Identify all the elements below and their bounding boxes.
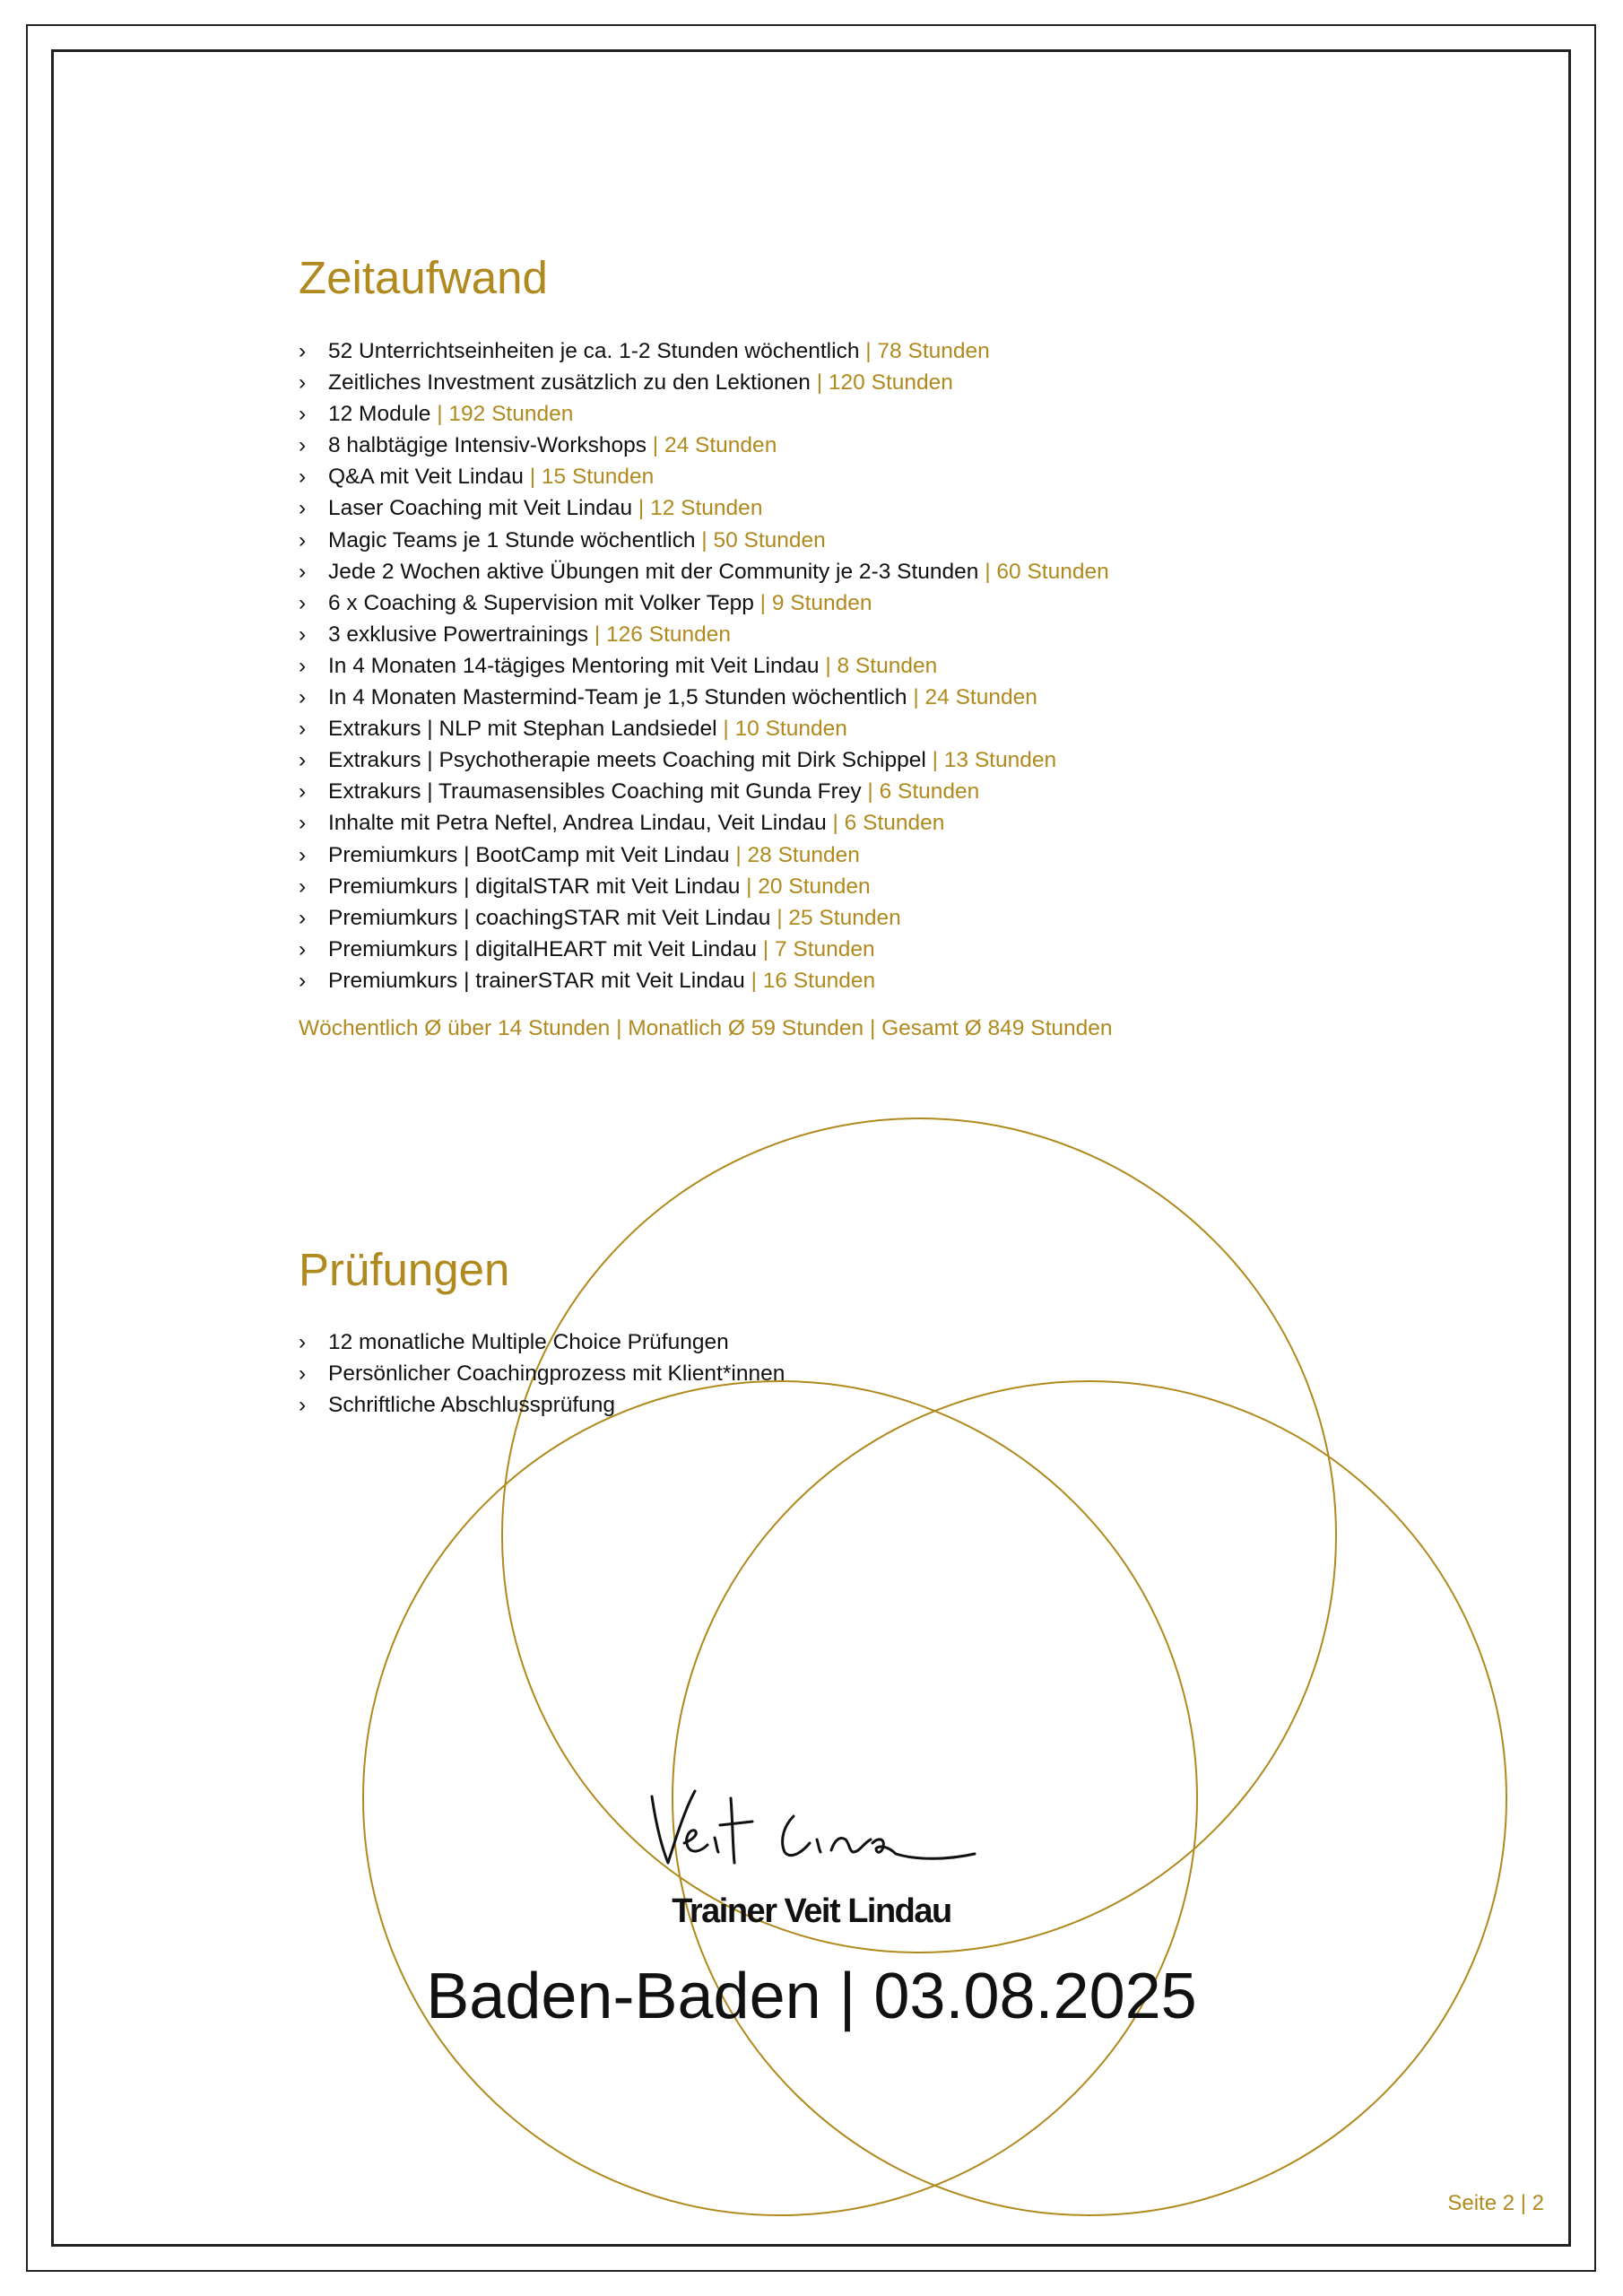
bullet-chevron-icon: › (299, 748, 307, 773)
item-text: Magic Teams je 1 Stunde wöchentlich (328, 527, 696, 552)
item-hours: | 60 Stunden (978, 559, 1109, 584)
item-text: 52 Unterrichtseinheiten je ca. 1-2 Stunden wöchentlich (328, 339, 860, 363)
item-text: Premiumkurs | digitalHEART mit Veit Lindau (328, 936, 757, 961)
item-hours: | 6 Stunden (826, 811, 945, 836)
item-hours: | 12 Stunden (632, 496, 763, 521)
item-hours: | 15 Stunden (523, 465, 655, 490)
item-text: Extrakurs | Traumasensibles Coaching mit Gunda Frey (328, 779, 862, 804)
item-hours: | 8 Stunden (819, 653, 938, 678)
bullet-chevron-icon: › (299, 968, 307, 993)
item-hours: | 9 Stunden (753, 590, 872, 615)
place-and-date: Baden-Baden | 03.08.2025 (426, 1961, 1197, 2032)
bullet-chevron-icon: › (299, 936, 307, 961)
item-hours: | 10 Stunden (716, 717, 847, 742)
bullet-chevron-icon: › (299, 685, 307, 710)
pruefungen-item (299, 1326, 785, 1358)
item-text: Q&A mit Veit Lindau (328, 465, 524, 490)
bullet-chevron-icon: › (299, 559, 307, 584)
pruefungen-item (299, 1389, 785, 1421)
pruefungen-list (299, 1326, 785, 1421)
item-text: 3 exklusive Powertrainings (328, 622, 589, 647)
bullet-chevron-icon: › (299, 527, 307, 552)
item-hours: | 25 Stunden (770, 905, 901, 930)
item-hours: | 78 Stunden (859, 339, 990, 363)
item-text: Extrakurs | Psychotherapie meets Coaching mit Dirk Schippel (328, 748, 926, 773)
zeitaufwand-item (299, 902, 1109, 934)
bullet-chevron-icon: › (299, 717, 307, 742)
item-text: Laser Coaching mit Veit Lindau (328, 496, 633, 521)
item-text: 12 Module (328, 402, 431, 427)
bullet-chevron-icon: › (299, 339, 307, 363)
zeitaufwand-item (299, 492, 1109, 524)
bullet-chevron-icon: › (299, 779, 307, 804)
zeitaufwand-item (299, 839, 1109, 871)
zeitaufwand-item (299, 871, 1109, 902)
item-hours: | 50 Stunden (695, 527, 826, 552)
signature-image (641, 1780, 982, 1879)
item-hours: | 120 Stunden (810, 370, 953, 396)
zeitaufwand-item (299, 934, 1109, 965)
zeitaufwand-list (299, 335, 1109, 996)
bullet-chevron-icon: › (299, 874, 307, 899)
bullet-chevron-icon: › (299, 370, 307, 396)
item-text: 8 halbtägige Intensiv-Workshops (328, 433, 647, 458)
item-text: Premiumkurs | BootCamp mit Veit Lindau (328, 842, 730, 867)
zeitaufwand-item (299, 744, 1109, 776)
item-hours: | 20 Stunden (740, 874, 871, 899)
zeitaufwand-item (299, 682, 1109, 713)
zeitaufwand-item (299, 461, 1109, 492)
item-text: Premiumkurs | trainerSTAR mit Veit Lindau (328, 968, 745, 993)
item-text: Schriftliche Abschlussprüfung (328, 1393, 616, 1418)
item-text: Extrakurs | NLP mit Stephan Landsiedel (328, 717, 717, 742)
bullet-chevron-icon: › (299, 465, 307, 490)
zeitaufwand-item (299, 650, 1109, 682)
item-text: In 4 Monaten 14-tägiges Mentoring mit Veit Lindau (328, 653, 820, 678)
item-text: Jede 2 Wochen aktive Übungen mit der Community je 2-3 Stunden (328, 559, 979, 584)
item-hours: | 7 Stunden (756, 936, 875, 961)
bullet-chevron-icon: › (299, 433, 307, 458)
zeitaufwand-title: Zeitaufwand (299, 252, 548, 303)
zeitaufwand-item (299, 713, 1109, 744)
item-text: 12 monatliche Multiple Choice Prüfungen (328, 1330, 729, 1354)
zeitaufwand-item (299, 807, 1109, 839)
zeitaufwand-item (299, 367, 1109, 398)
bullet-chevron-icon: › (299, 842, 307, 867)
zeitaufwand-item (299, 587, 1109, 619)
bullet-chevron-icon: › (299, 905, 307, 930)
item-text: Premiumkurs | digitalSTAR mit Veit Lindau (328, 874, 741, 899)
bullet-chevron-icon: › (299, 811, 307, 836)
item-text: Premiumkurs | coachingSTAR mit Veit Lindau (328, 905, 771, 930)
item-text: Persönlicher Coachingprozess mit Klient*innen (328, 1361, 785, 1387)
zeitaufwand-item (299, 525, 1109, 556)
zeitaufwand-item (299, 335, 1109, 367)
zeitaufwand-item (299, 556, 1109, 587)
bullet-chevron-icon: › (299, 590, 307, 615)
signer-name: Trainer Veit Lindau (672, 1892, 951, 1930)
zeitaufwand-summary: Wöchentlich Ø über 14 Stunden | Monatlich Ø 59 Stunden | Gesamt Ø 849 Stunden (299, 1016, 1113, 1040)
zeitaufwand-item (299, 430, 1109, 461)
bullet-chevron-icon: › (299, 622, 307, 647)
pruefungen-title: Prüfungen (299, 1244, 510, 1295)
item-hours: | 126 Stunden (588, 622, 732, 647)
item-hours: | 16 Stunden (744, 968, 876, 993)
item-hours: | 6 Stunden (861, 779, 980, 804)
zeitaufwand-item (299, 619, 1109, 650)
item-hours: | 24 Stunden (907, 685, 1037, 710)
item-hours: | 28 Stunden (729, 842, 860, 867)
zeitaufwand-item (299, 776, 1109, 807)
item-hours: | 13 Stunden (925, 748, 1057, 773)
bullet-chevron-icon: › (299, 402, 307, 427)
zeitaufwand-item (299, 398, 1109, 430)
page-number: Seite 2 | 2 (1447, 2191, 1544, 2215)
item-text: Zeitliches Investment zusätzlich zu den Lektionen (328, 370, 811, 396)
zeitaufwand-item (299, 965, 1109, 996)
bullet-chevron-icon: › (299, 1330, 307, 1354)
item-text: Inhalte mit Petra Neftel, Andrea Lindau, Veit Lindau (328, 811, 827, 836)
item-hours: | 24 Stunden (647, 433, 777, 458)
bullet-chevron-icon: › (299, 653, 307, 678)
pruefungen-item (299, 1358, 785, 1389)
item-text: In 4 Monaten Mastermind-Team je 1,5 Stunden wöchentlich (328, 685, 907, 710)
bullet-chevron-icon: › (299, 496, 307, 521)
bullet-chevron-icon: › (299, 1361, 307, 1387)
item-text: 6 x Coaching & Supervision mit Volker Tepp (328, 590, 754, 615)
item-hours: | 192 Stunden (430, 402, 574, 427)
bullet-chevron-icon: › (299, 1393, 307, 1418)
